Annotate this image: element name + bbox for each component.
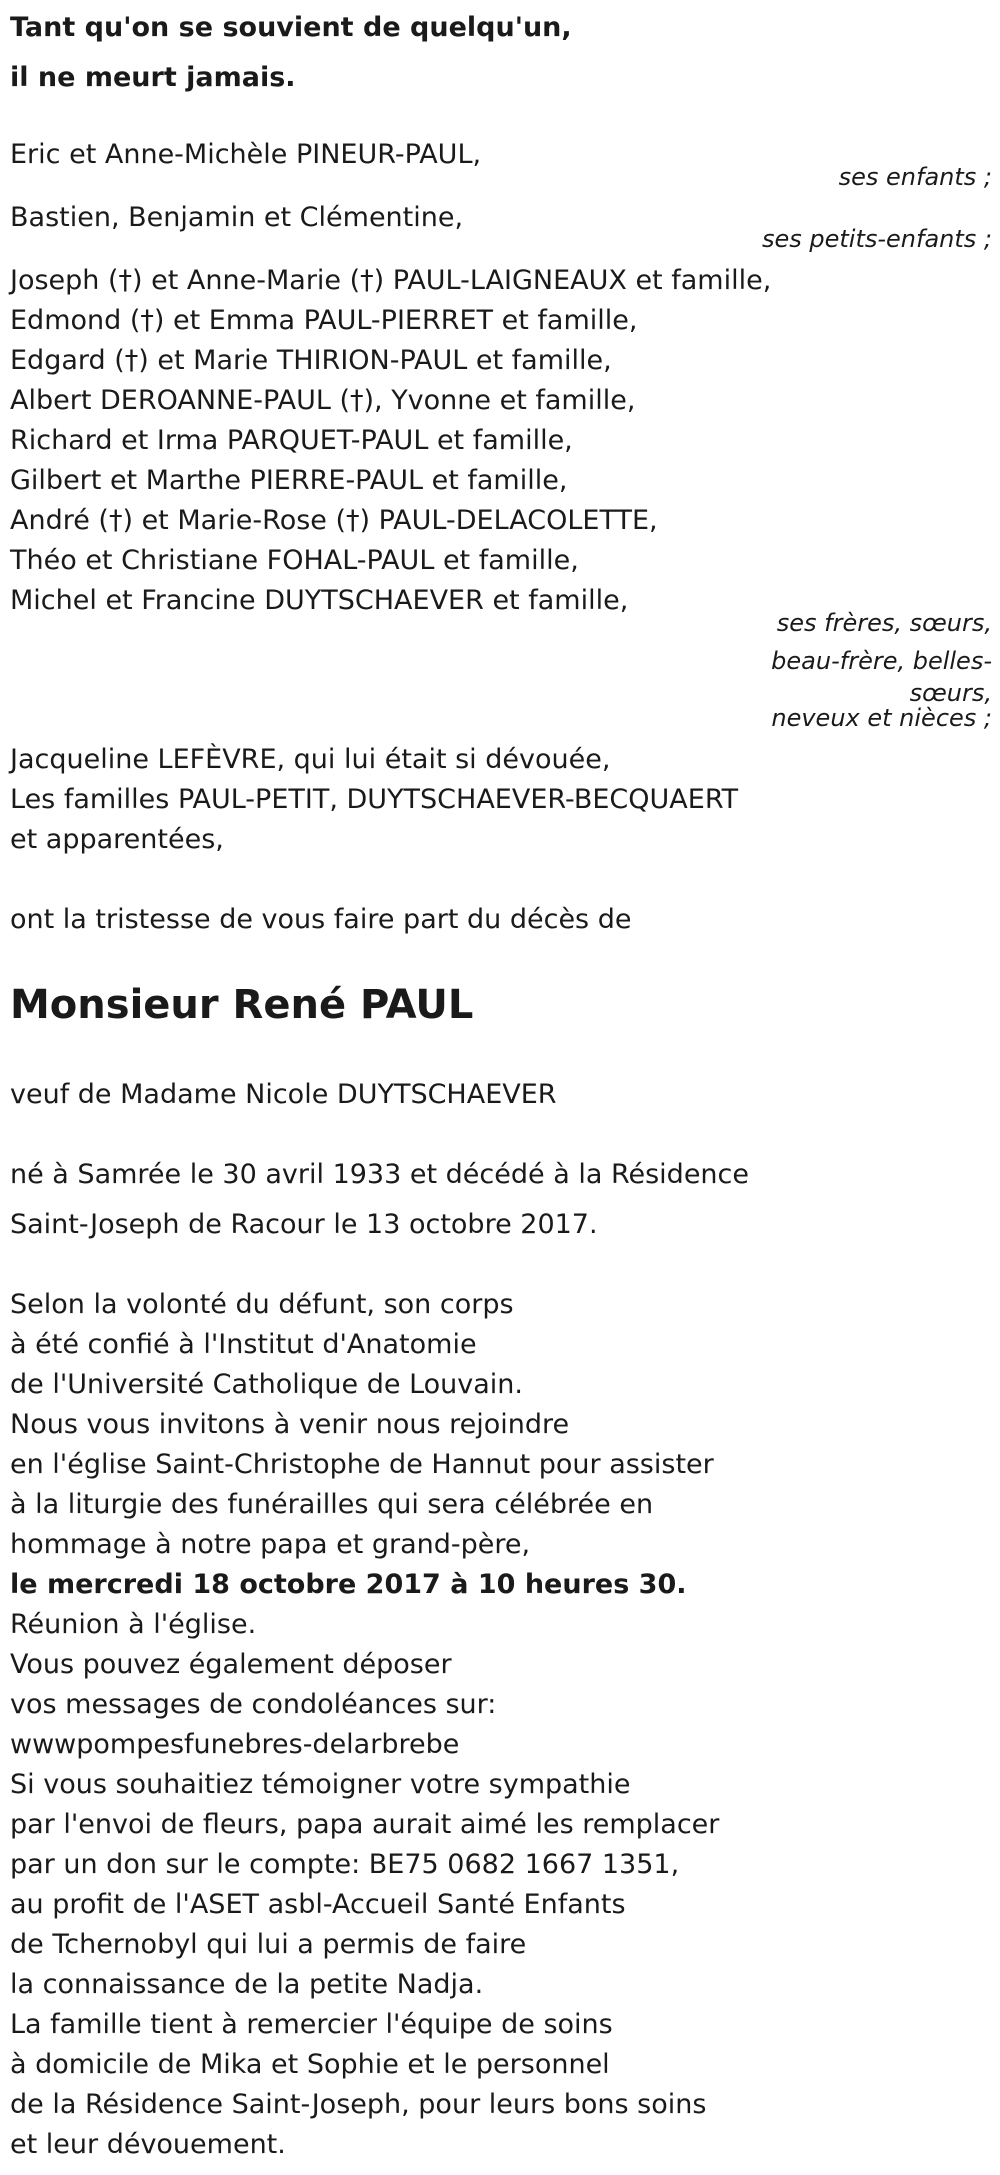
details-block — [10, 1285, 719, 2165]
details-line: à la liturgie des funérailles qui sera célébrée en — [10, 1489, 654, 1520]
details-line: hommage à notre papa et grand-père, — [10, 1529, 531, 1560]
epigraph — [10, 8, 572, 98]
siblings-role-block — [10, 604, 992, 730]
details-line: Selon la volonté du défunt, son corps — [10, 1289, 514, 1320]
others-line: et apparentées, — [10, 824, 224, 855]
details-line: en l'église Saint-Christophe de Hannut pour assister — [10, 1449, 714, 1480]
deceased-name: Monsieur René PAUL — [10, 982, 474, 1028]
epigraph-line-2: il ne meurt jamais. — [10, 62, 296, 93]
details-line: vos messages de condoléances sur: — [10, 1689, 497, 1720]
children-role: ses enfants ; — [838, 163, 992, 191]
others-block — [10, 740, 738, 860]
grandchildren-names: Bastien, Benjamin et Clémentine, — [10, 202, 464, 233]
details-line: Si vous souhaitiez témoigner votre sympathie — [10, 1769, 631, 1800]
siblings-role — [10, 604, 992, 730]
sibling-line: Joseph (†) et Anne-Marie (†) PAUL-LAIGNEAUX et famille, — [10, 265, 772, 296]
children-role-block — [10, 163, 992, 192]
details-line: Vous pouvez également déposer — [10, 1649, 452, 1680]
sibling-line: Michel et Francine DUYTSCHAEVER et famille, — [10, 585, 629, 616]
deceased-title-block — [10, 980, 473, 1030]
birth-death-block — [10, 1155, 749, 1245]
children-names: Eric et Anne-Michèle PINEUR-PAUL, — [10, 139, 482, 170]
sibling-line: Edmond (†) et Emma PAUL-PIERRET et famille, — [10, 305, 638, 336]
birth-death-line: Saint-Joseph de Racour le 13 octobre 2017. — [10, 1209, 598, 1240]
details-line: La famille tient à remercier l'équipe de soins — [10, 2009, 613, 2040]
details-line: à domicile de Mika et Sophie et le personnel — [10, 2049, 610, 2080]
details-line: de la Résidence Saint-Joseph, pour leurs bons soins — [10, 2089, 707, 2120]
details-line: Réunion à l'église. — [10, 1609, 257, 1640]
siblings-role-line: sœurs, — [909, 679, 992, 707]
others-line: Jacqueline LEFÈVRE, qui lui était si dévouée, — [10, 744, 611, 775]
announcement-block — [10, 900, 631, 940]
birth-death-line: né à Samrée le 30 avril 1933 et décédé à la Résidence — [10, 1159, 749, 1190]
details-line: Nous vous invitons à venir nous rejoindre — [10, 1409, 570, 1440]
grandchildren-role: ses petits-enfants ; — [761, 225, 992, 253]
condolence-website: wwwpompesfunebres-delarbrebe — [10, 1729, 460, 1760]
sibling-line: Richard et Irma PARQUET-PAUL et famille, — [10, 425, 573, 456]
sibling-line: Gilbert et Marthe PIERRE-PAUL et famille, — [10, 465, 568, 496]
sibling-line: Théo et Christiane FOHAL-PAUL et famille, — [10, 545, 579, 576]
sibling-line: Edgard (†) et Marie THIRION-PAUL et famille, — [10, 345, 612, 376]
details-line: et leur dévouement. — [10, 2129, 286, 2160]
details-line: de Tchernobyl qui lui a permis de faire — [10, 1929, 527, 1960]
bank-account-line: par un don sur le compte: BE75 0682 1667 1351, — [10, 1849, 680, 1880]
details-line: au profit de l'ASET asbl-Accueil Santé Enfants — [10, 1889, 626, 1920]
grandchildren-role-block — [10, 225, 992, 254]
widower-text: veuf de Madame Nicole DUYTSCHAEVER — [10, 1079, 557, 1110]
details-line: par l'envoi de fleurs, papa aurait aimé les remplacer — [10, 1809, 720, 1840]
widower-block — [10, 1075, 557, 1115]
ceremony-date: le mercredi 18 octobre 2017 à 10 heures 30. — [10, 1569, 687, 1600]
details-line: à été confié à l'Institut d'Anatomie — [10, 1329, 477, 1360]
siblings-role-line: neveux et nièces ; — [771, 704, 992, 732]
details-line: de l'Université Catholique de Louvain. — [10, 1369, 523, 1400]
sibling-line: André (†) et Marie-Rose (†) PAUL-DELACOLETTE, — [10, 505, 658, 536]
details-line: la connaissance de la petite Nadja. — [10, 1969, 484, 2000]
announcement-text: ont la tristesse de vous faire part du décès de — [10, 904, 632, 935]
siblings-role-line: ses frères, sœurs, — [776, 609, 992, 637]
siblings-block — [10, 261, 771, 621]
siblings-role-line: beau-frère, belles- — [771, 647, 992, 675]
sibling-line: Albert DEROANNE-PAUL (†), Yvonne et famille, — [10, 385, 636, 416]
epigraph-line-1: Tant qu'on se souvient de quelqu'un, — [10, 12, 572, 43]
others-line: Les familles PAUL-PETIT, DUYTSCHAEVER-BECQUAERT — [10, 784, 739, 815]
